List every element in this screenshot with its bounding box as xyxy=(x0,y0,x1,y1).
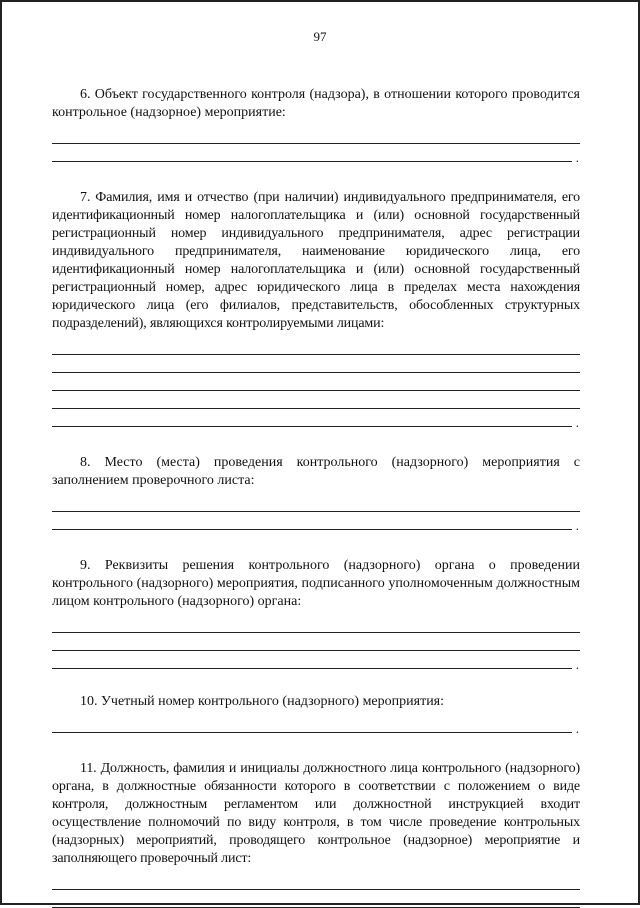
page-border-top xyxy=(0,0,640,2)
section-7-text: 7. Фамилия, имя и отчество (при наличии) индивидуального предпринимателя, его идентификационный номер налогоплательщика и (или) основной государственный регистрационный номер индивидуального предпринимателя, адрес регистрации индивидуального предпринимателя, наименование юридического лица, его идентификационный номер налогоплательщика и (или) основной государственный регистрационный номер, адрес юридического лица в пределах места нахождения юридического лица (его филиалов, представительств, обособленных структурных подразделений), являющихся контролируемыми лицами: xyxy=(52,190,580,331)
section-10 xyxy=(52,693,580,736)
fill-line[interactable] xyxy=(52,144,579,165)
fill-line[interactable] xyxy=(52,651,579,672)
section-9 xyxy=(52,557,580,672)
section-8-fill-lines xyxy=(52,494,580,533)
section-7-fill-lines xyxy=(52,337,580,430)
section-6-fill-lines xyxy=(52,126,580,165)
fill-line[interactable] xyxy=(52,355,580,373)
section-9-text: 9. Реквизиты решения контрольного (надзорного) органа о проведении контрольного (надзорного) мероприятия, подписанного уполномоченным должностным лицом контрольного (надзорного) органа: xyxy=(52,558,580,609)
end-mark: . xyxy=(575,721,579,736)
fill-line[interactable] xyxy=(52,337,580,355)
end-mark: . xyxy=(575,657,579,672)
fill-line[interactable] xyxy=(52,409,579,430)
fill-line[interactable] xyxy=(52,391,580,409)
page-border-left xyxy=(0,0,2,905)
fill-line[interactable] xyxy=(52,633,580,651)
section-6 xyxy=(52,86,580,165)
section-10-fill-lines xyxy=(52,715,580,736)
form-content xyxy=(52,86,580,908)
section-6-text: 6. Объект государственного контроля (надзора), в отношении которого проводится контрольное (надзорное) мероприятие: xyxy=(52,87,580,120)
section-7 xyxy=(52,189,580,430)
section-11 xyxy=(52,760,580,908)
section-8 xyxy=(52,454,580,533)
end-mark: . xyxy=(575,150,579,165)
fill-line[interactable] xyxy=(52,512,579,533)
fill-line[interactable] xyxy=(52,872,580,890)
fill-line[interactable] xyxy=(52,715,579,736)
end-mark: . xyxy=(575,415,579,430)
end-mark: . xyxy=(575,518,579,533)
section-9-fill-lines xyxy=(52,615,580,672)
section-8-text: 8. Место (места) проведения контрольного (надзорного) мероприятия с заполнением проверочного листа: xyxy=(52,455,580,488)
fill-line[interactable] xyxy=(52,373,580,391)
section-10-text: 10. Учетный номер контрольного (надзорного) мероприятия: xyxy=(80,694,445,709)
section-11-fill-lines xyxy=(52,872,580,908)
page-number: 97 xyxy=(313,29,327,44)
fill-line[interactable] xyxy=(52,126,580,144)
fill-line[interactable] xyxy=(52,494,580,512)
fill-line[interactable] xyxy=(52,615,580,633)
section-11-text: 11. Должность, фамилия и инициалы должностного лица контрольного (надзорного) органа, в должностные обязанности которого в соответствии с положением о виде контроля, должностным регламентом или должностной инструкцией входит осуществление полномочий по виду контроля, в том числе проведение контрольных (надзорных) мероприятий, проводящего контрольное (надзорное) мероприятие и заполняющего проверочный лист: xyxy=(52,761,580,866)
fill-line[interactable] xyxy=(52,890,580,908)
